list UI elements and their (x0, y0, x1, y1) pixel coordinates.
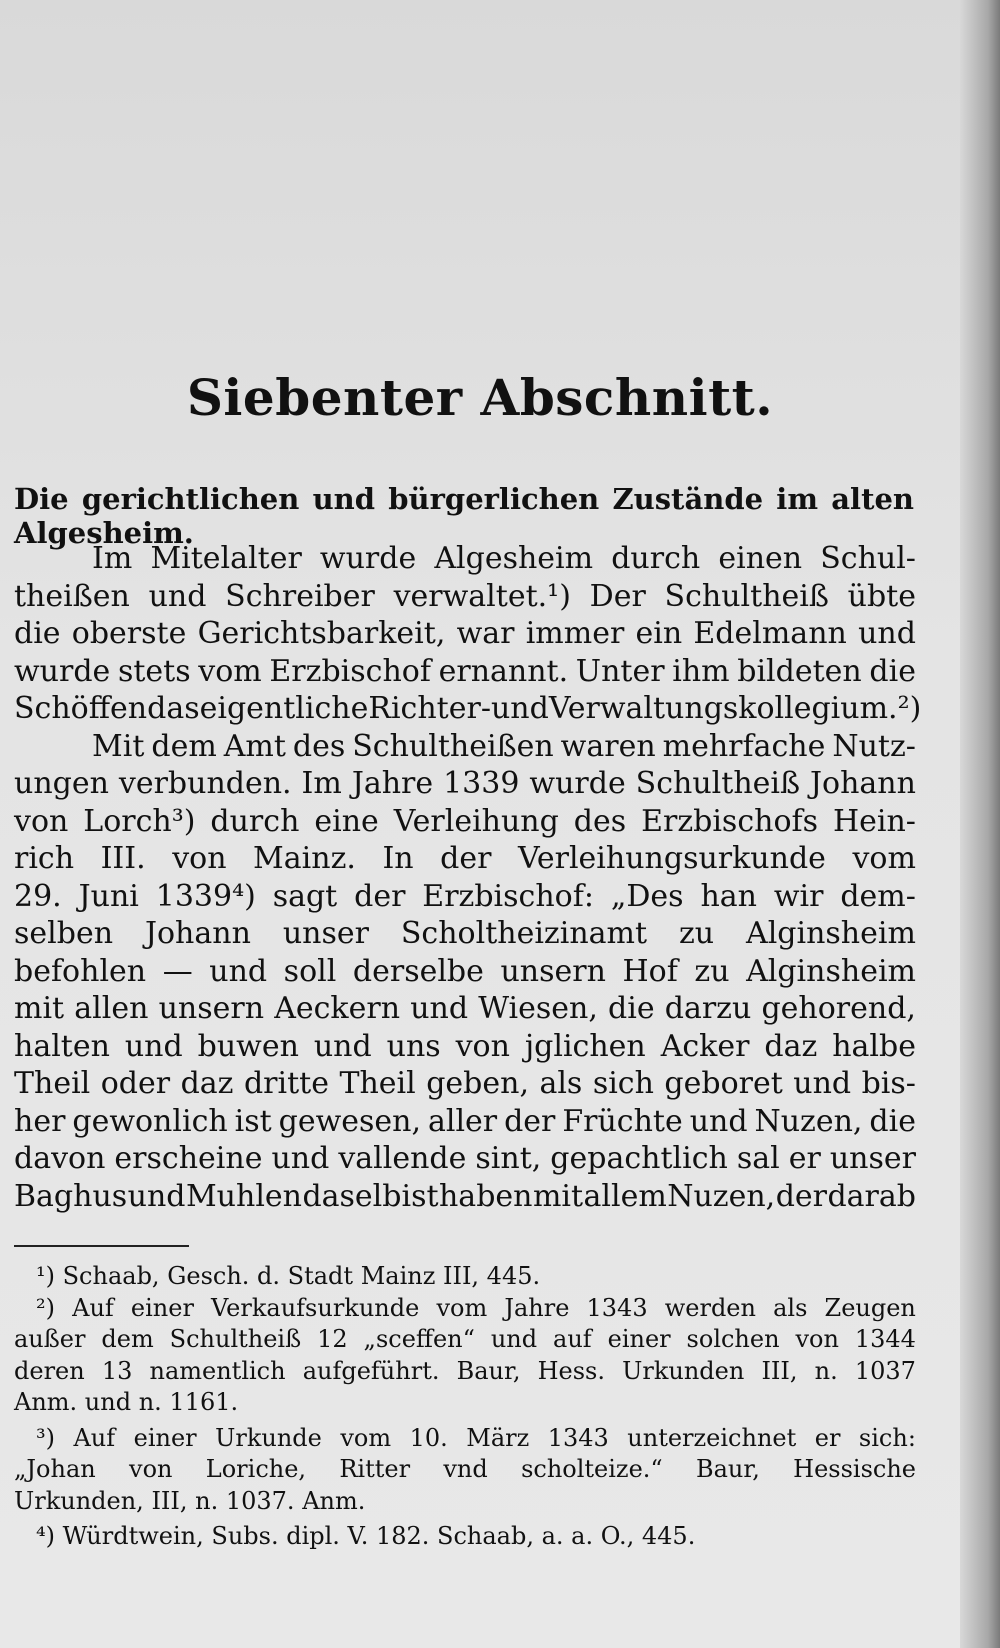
body-line: halten und buwen und uns von jglichen Acker daz halbe (14, 1028, 916, 1064)
body-line: 29. Juni 1339⁴) sagt der Erzbischof: „Des han wir dem- (14, 878, 916, 914)
body-line: befohlen — und soll derselbe unsern Hof zu Alginsheim (14, 953, 916, 989)
body-line: die oberste Gerichtsbarkeit, war immer ein Edelmann und (14, 616, 916, 651)
footnote-2-cont: außer dem Schultheiß 12 „sceffen“ und auf einer solchen von 1344 (14, 1325, 916, 1353)
body-line: ungen verbunden. Im Jahre 1339 wurde Schultheiß Johann (14, 766, 916, 801)
footnote-2-cont: deren 13 namentlich aufgeführt. Baur, Hess. Urkunden III, n. 1037 (14, 1356, 916, 1385)
footnotes (14, 1261, 916, 1553)
body-line: wurde stets vom Erzbischof ernannt. Unter ihm bildeten die (14, 653, 916, 689)
footnote-1: ¹) Schaab, Gesch. d. Stadt Mainz III, 445. (36, 1262, 541, 1290)
section-subheading: Die gerichtlichen und bürgerlichen Zustände im alten Algesheim. (14, 482, 914, 550)
body-text (14, 540, 922, 1215)
footnote-2: ²) Auf einer Verkaufsurkunde vom Jahre 1343 werden als Zeugen (36, 1293, 916, 1322)
body-line: mit allen unsern Aeckern und Wiesen, die darzu gehorend, (14, 991, 916, 1026)
body-line: Theil oder daz dritte Theil geben, als sich geboret und bis- (14, 1066, 916, 1101)
footnote-3-cont: „Johan von Loriche, Ritter vnd scholteize.“ Baur, Hessische (14, 1455, 916, 1483)
body-line: selben Johann unser Scholtheizinamt zu Alginsheim (14, 916, 916, 951)
body-line: theißen und Schreiber verwaltet.¹) Der Schultheiß übte (14, 578, 916, 614)
body-line: Baghus und Muhlen daselbist haben mit allem Nuzen, der darab (14, 1178, 916, 1214)
body-line: von Lorch³) durch eine Verleihung des Erzbischofs Hein- (14, 803, 916, 839)
body-line: davon erscheine und vallende sint, gepachtlich sal er unser (14, 1141, 916, 1176)
footnote-separator (14, 1245, 189, 1247)
section-heading: Siebenter Abschnitt. (186, 368, 774, 427)
body-line: rich III. von Mainz. In der Verleihungsurkunde vom (14, 841, 916, 876)
body-line: Mit dem Amt des Schultheißen waren mehrfache Nutz- (92, 728, 916, 764)
page-edge-shadow (960, 0, 1000, 1648)
body-line: Schöffen das eigentliche Richter- und Verwaltungskollegium.²) (14, 691, 922, 726)
body-line: her gewonlich ist gewesen, aller der Früchte und Nuzen, die (14, 1103, 916, 1139)
footnote-3-cont: Urkunden, III, n. 1037. Anm. (14, 1486, 366, 1515)
footnote-3: ³) Auf einer Urkunde vom 10. März 1343 unterzeichnet er sich: (36, 1423, 916, 1452)
footnote-4: ⁴) Würdtwein, Subs. dipl. V. 182. Schaab, a. a. O., 445. (36, 1522, 696, 1550)
body-line: Im Mitelalter wurde Algesheim durch einen Schul- (92, 541, 916, 576)
footnote-2-cont: Anm. und n. 1161. (14, 1388, 239, 1416)
